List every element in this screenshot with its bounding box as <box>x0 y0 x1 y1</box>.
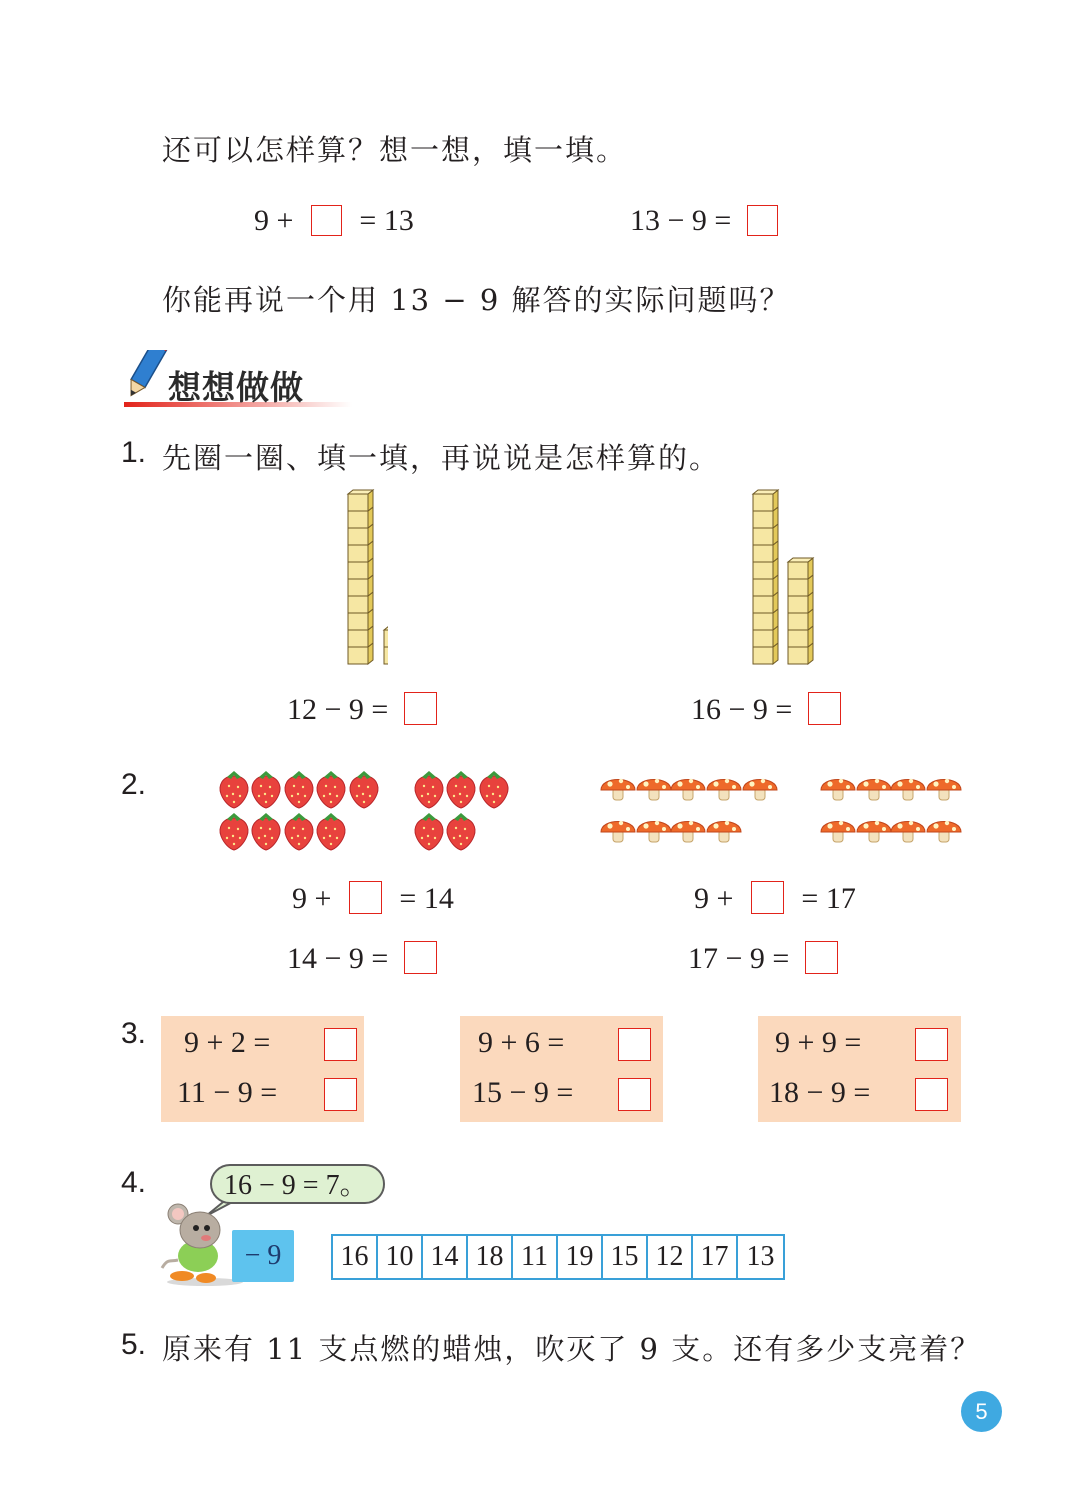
unit-cube <box>753 511 773 528</box>
mushroom-group <box>598 768 968 850</box>
q2-left-sub <box>287 941 437 976</box>
unit-cube <box>753 528 773 545</box>
equation-right: = 17 <box>801 882 856 915</box>
equation-text: 12 − 9 = <box>287 693 389 726</box>
unit-cube <box>348 562 368 579</box>
base-ten-blocks-12 <box>340 488 388 668</box>
base-ten-blocks-16 <box>745 488 817 668</box>
section-title: 想想做做 <box>168 368 304 407</box>
equation-left: 9 + <box>254 204 294 237</box>
equation-text: 17 − 9 = <box>688 942 790 975</box>
answer-box[interactable] <box>404 692 437 725</box>
answer-box[interactable] <box>751 881 784 914</box>
answer-box[interactable] <box>618 1028 651 1061</box>
answer-box[interactable] <box>618 1078 651 1111</box>
unit-cube <box>753 613 773 630</box>
page-number: 5 <box>961 1391 1002 1432</box>
panel-row: 9 + 6 = <box>478 1026 565 1059</box>
answer-box[interactable] <box>805 941 838 974</box>
equation-text: 16 − 9 = <box>691 693 793 726</box>
question-number: 5. <box>121 1328 147 1361</box>
number-cell[interactable]: 16 <box>333 1236 378 1278</box>
answer-box[interactable] <box>747 205 778 236</box>
number-cell[interactable]: 13 <box>746 1241 775 1272</box>
question-number: 2. <box>121 768 147 801</box>
unit-cube <box>753 596 773 613</box>
unit-cube <box>384 647 388 664</box>
question-number: 1. <box>121 436 147 469</box>
number-cell[interactable]: 18 <box>468 1236 513 1278</box>
unit-cube <box>348 647 368 664</box>
unit-cube <box>348 596 368 613</box>
intro-question: 你能再说一个用 13 − 9 解答的实际问题吗？ <box>162 283 791 317</box>
answer-box[interactable] <box>808 692 841 725</box>
unit-cube <box>753 647 773 664</box>
equation-right: = 14 <box>399 882 454 915</box>
question-text: 先圈一圈、填一填，再说说是怎样算的。 <box>162 441 721 475</box>
unit-cube <box>348 494 368 511</box>
number-cell[interactable]: 19 <box>558 1236 603 1278</box>
unit-cube <box>753 579 773 596</box>
unit-cube <box>753 630 773 647</box>
answer-box[interactable] <box>915 1028 948 1061</box>
equation-left: 9 + <box>292 882 332 915</box>
unit-cube <box>348 630 368 647</box>
number-cell[interactable]: 17 <box>693 1236 738 1278</box>
unit-cube <box>788 647 808 664</box>
intro-equation-add <box>254 204 414 238</box>
number-cell[interactable]: 15 <box>603 1236 648 1278</box>
q2-left-add <box>292 881 454 916</box>
unit-cube <box>348 579 368 596</box>
minus-nine-machine: − 9 <box>232 1230 294 1282</box>
unit-cube <box>788 630 808 647</box>
unit-cube <box>788 562 808 579</box>
speech-bubble: 16 − 9 = 7。 <box>210 1164 385 1204</box>
practice-panel-3 <box>758 1016 961 1122</box>
panel-row: 15 − 9 = <box>472 1076 574 1109</box>
number-cell[interactable]: 12 <box>648 1236 693 1278</box>
panel-row: 18 − 9 = <box>769 1076 871 1109</box>
intro-instruction: 还可以怎样算？想一想，填一填。 <box>162 133 628 167</box>
unit-cube <box>753 494 773 511</box>
number-cell[interactable]: 10 <box>378 1236 423 1278</box>
question-number: 3. <box>121 1017 147 1050</box>
cube-top <box>384 626 388 630</box>
answer-box[interactable] <box>915 1078 948 1111</box>
unit-cube <box>788 579 808 596</box>
panel-row: 11 − 9 = <box>177 1076 278 1109</box>
q1-right-equation <box>691 692 841 727</box>
q2-right-add <box>694 881 856 916</box>
answer-box[interactable] <box>324 1028 357 1061</box>
unit-cube <box>348 511 368 528</box>
q1-left-equation <box>287 692 437 727</box>
practice-panel-1 <box>161 1016 364 1122</box>
equation-text: 14 − 9 = <box>287 942 389 975</box>
cube-top <box>348 490 373 494</box>
answer-box[interactable] <box>324 1078 357 1111</box>
unit-cube <box>348 528 368 545</box>
practice-panel-2 <box>460 1016 663 1122</box>
cube-top <box>788 558 813 562</box>
number-cell[interactable]: 14 <box>423 1236 468 1278</box>
question-number: 4. <box>121 1166 147 1199</box>
panel-row: 9 + 2 = <box>184 1026 271 1059</box>
unit-cube <box>788 596 808 613</box>
answer-box[interactable] <box>311 205 342 236</box>
unit-cube <box>788 613 808 630</box>
number-cell[interactable]: 11 <box>513 1236 558 1278</box>
unit-cube <box>348 613 368 630</box>
equation-right: = 13 <box>359 204 414 237</box>
unit-cube <box>753 545 773 562</box>
panel-row: 9 + 9 = <box>775 1026 862 1059</box>
answer-box[interactable] <box>404 941 437 974</box>
strawberry-group <box>210 764 530 858</box>
equation-left: 9 + <box>694 882 734 915</box>
unit-cube <box>384 630 388 647</box>
q2-right-sub <box>688 941 838 976</box>
answer-box[interactable] <box>349 881 382 914</box>
question-text: 原来有 11 支点燃的蜡烛，吹灭了 9 支。还有多少支亮着？ <box>162 1332 982 1366</box>
equation-text: 13 − 9 = <box>630 204 732 237</box>
intro-equation-sub <box>630 204 778 238</box>
cube-top <box>753 490 778 494</box>
unit-cube <box>753 562 773 579</box>
unit-cube <box>348 545 368 562</box>
number-strip <box>331 1234 785 1280</box>
